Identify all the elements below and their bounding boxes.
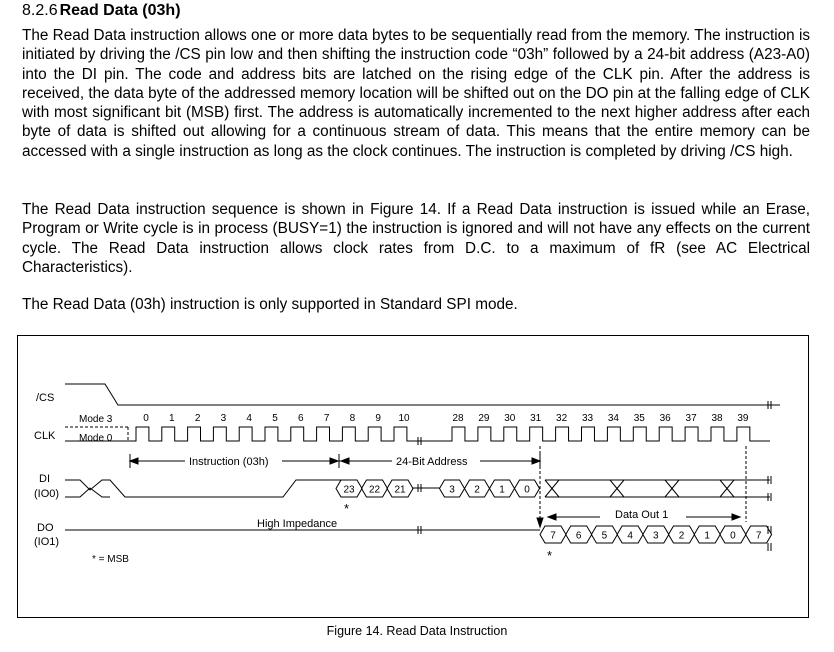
msb-marker-di: * [344, 501, 350, 516]
clock-number: 7 [323, 413, 330, 424]
instruction-label: Instruction (03h) [189, 456, 269, 468]
bit-cell [440, 480, 465, 497]
bit-label: 2 [474, 484, 480, 496]
msb-note: * = MSB [92, 554, 129, 565]
clk-waveform-left [130, 427, 424, 441]
mode3-label: Mode 3 [79, 414, 113, 425]
data-bit-label: 7 [755, 530, 762, 542]
bit-label: 21 [394, 484, 406, 496]
clock-number: 2 [194, 413, 201, 424]
section-title: Read Data (03h) [59, 2, 181, 19]
bit-label: 1 [499, 484, 505, 496]
clock-number: 38 [711, 413, 723, 424]
data-out-label: Data Out 1 [615, 509, 669, 521]
cs-label: /CS [36, 392, 55, 404]
address-label: 24-Bit Address [396, 456, 468, 468]
data-bit-label: 1 [704, 530, 710, 542]
bit-label: 3 [449, 484, 455, 496]
clock-number: 9 [375, 413, 381, 424]
clock-number: 32 [556, 413, 568, 424]
di-label: DI [39, 473, 50, 485]
figure-caption: Figure 14. Read Data Instruction [326, 624, 508, 638]
bit-cell [336, 480, 362, 497]
bit-label: 23 [343, 484, 355, 496]
data-bit-label: 2 [678, 530, 685, 542]
clock-number: 3 [220, 413, 227, 424]
bit-cell [387, 480, 413, 497]
clock-number: 10 [398, 413, 410, 424]
clock-number: 29 [478, 413, 490, 424]
clock-number: 31 [530, 413, 542, 424]
paragraph-standard-spi-note: The Read Data (03h) instruction is only supported in Standard SPI mode. [22, 296, 518, 313]
clock-number: 28 [452, 413, 464, 424]
clock-number: 4 [246, 413, 252, 424]
data-bit-label: 5 [601, 530, 608, 542]
clk-label: CLK [34, 430, 56, 442]
data-bit-cell [746, 526, 772, 543]
data-bit-cell [643, 526, 669, 543]
clock-number: 5 [272, 413, 278, 424]
clock-number: 36 [659, 413, 671, 424]
data-bit-cell [566, 526, 592, 543]
data-bit-label: 7 [550, 530, 556, 542]
do-label: DO [37, 522, 54, 534]
clock-number: 30 [504, 413, 516, 424]
high-impedance-label: High Impedance [257, 518, 338, 530]
bit-cell [515, 480, 540, 497]
di-io-label: (IO0) [34, 488, 60, 500]
data-bit-label: 6 [575, 530, 582, 542]
clock-number: 39 [737, 413, 749, 424]
paragraph-read-data-sequence: The Read Data instruction sequence is shown in Figure 14. If a Read Data instruction is issued while an Erase, Program or Write cycle is in process (BUSY=1) the instruction is ignored and will not have any effects on the current cycle. The Read Data instruction allows clock rates from D.C. to a maximum of fR (see AC Electrical Characteristics). [22, 201, 810, 276]
clock-number: 6 [298, 413, 304, 424]
clock-number: 33 [581, 413, 594, 424]
bit-cell [490, 480, 515, 497]
data-bit-cell [591, 526, 617, 543]
data-bit-cell [617, 526, 643, 543]
bit-label: 22 [368, 484, 381, 496]
data-bit-label: 4 [627, 530, 633, 542]
bit-cell [362, 480, 388, 497]
msb-marker-do: * [547, 548, 553, 563]
clock-number: 34 [607, 413, 619, 424]
clock-number: 0 [143, 413, 149, 424]
clock-number: 8 [349, 413, 356, 424]
data-bit-cell [694, 526, 720, 543]
clk-waveform-right [446, 427, 767, 441]
data-bit-cell [540, 526, 566, 543]
di-waveform-start [65, 480, 342, 497]
clock-number: 37 [685, 413, 697, 424]
bit-label: 0 [524, 484, 530, 496]
data-bit-label: 3 [653, 530, 659, 542]
mode0-label: Mode 0 [79, 433, 113, 444]
do-io-label: (IO1) [34, 536, 60, 548]
section-number: 8.2.6 [22, 2, 58, 19]
paragraph-read-data-description: The Read Data instruction allows one or more data bytes to be sequentially read from the memory. The instruction is initiated by driving the /CS pin low and then shifting the instruction code “03h” followed by a 24-bit address (A23-A0) into the DI pin. The code and address bits are latched on the rising edge of the CLK pin. After the address is received, the data byte of the addressed memory location will be shifted out on the DO pin at the falling edge of CLK with most significant bit (MSB) first. The address is automatically incremented to the next higher address after each byte of data is shifted out allowing for a continuous stream of data. This means that the entire memory can be accessed with a single instruction as long as the clock continues. The instruction is completed by driving /CS high. [22, 27, 810, 160]
clock-number: 35 [633, 413, 645, 424]
data-bit-cell [720, 526, 746, 543]
data-bit-label: 0 [730, 530, 736, 542]
bit-cell [465, 480, 490, 497]
clock-number: 1 [169, 413, 175, 424]
data-bit-cell [669, 526, 695, 543]
cs-waveform [65, 384, 780, 405]
